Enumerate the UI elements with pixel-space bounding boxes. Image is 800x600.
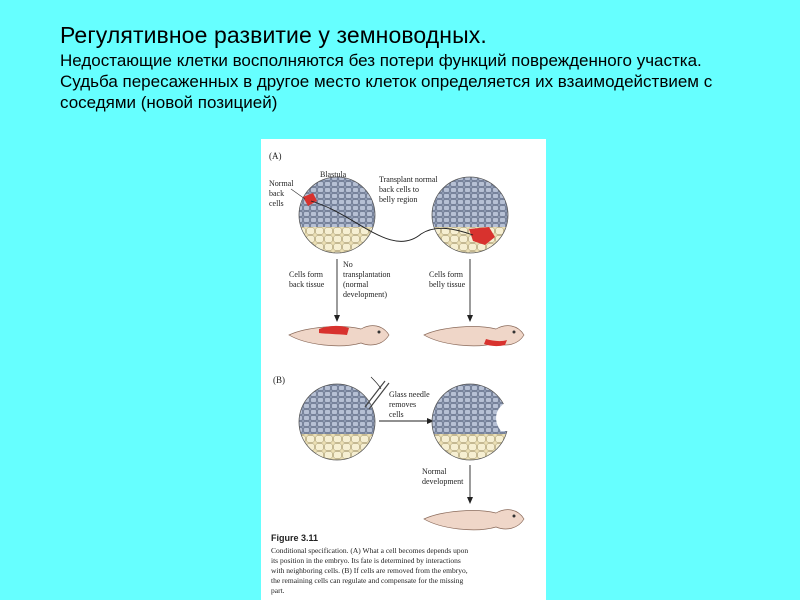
tadpole-normal [424, 510, 524, 530]
panel-a-label: (A) [269, 151, 282, 161]
svg-text:back tissue: back tissue [289, 280, 325, 289]
blastula-label: Blastula [320, 170, 347, 179]
svg-text:Glass needle: Glass needle [389, 390, 430, 399]
svg-text:transplantation: transplantation [343, 270, 391, 279]
svg-text:belly tissue: belly tissue [429, 280, 466, 289]
panel-b-label: (B) [273, 375, 285, 385]
figure-caption-title: Figure 3.11 [271, 533, 319, 543]
svg-text:part.: part. [271, 586, 285, 595]
svg-text:cells: cells [389, 410, 404, 419]
svg-text:No: No [343, 260, 353, 269]
svg-text:Conditional specification. (A): Conditional specification. (A) What a cell becomes depends upon [271, 546, 469, 555]
blastula-embryo [297, 175, 377, 255]
tadpole-belly-tissue [424, 326, 524, 346]
svg-text:Normal: Normal [422, 467, 447, 476]
back-cells-pointer [291, 189, 305, 199]
cells-removed-embryo [430, 382, 511, 462]
slide-body-text: Недостающие клетки восполняются без потери функций поврежденного участка. Судьба пересаженных в другое место клеток определяется их взаимодействием с соседями (новой позицией) [60, 51, 713, 112]
transplant-label [379, 175, 438, 204]
svg-text:back: back [269, 189, 285, 198]
cells-form-belly-label [429, 270, 466, 289]
svg-text:development: development [422, 477, 464, 486]
cells-form-back-label [289, 270, 325, 289]
svg-text:the remaining cells can regula: the remaining cells can regulate and compensate for the missing [271, 576, 464, 585]
svg-text:its position in the embryo. It: its position in the embryo. Its fate is determined by interactions [271, 556, 461, 565]
svg-text:Transplant normal: Transplant normal [379, 175, 438, 184]
svg-text:cells: cells [269, 199, 284, 208]
textbook-figure [261, 139, 546, 600]
transplant-embryo [430, 175, 510, 255]
needle-embryo [297, 382, 377, 462]
svg-text:belly region: belly region [379, 195, 418, 204]
tadpole-back-tissue [289, 326, 389, 346]
svg-text:Cells form: Cells form [429, 270, 463, 279]
svg-text:Cells form: Cells form [289, 270, 323, 279]
svg-text:removes: removes [389, 400, 417, 409]
svg-text:back cells to: back cells to [379, 185, 419, 194]
figure-svg [261, 139, 546, 600]
svg-text:with neighboring cells. (B) If: with neighboring cells. (B) If cells are removed from the embryo, [271, 566, 468, 575]
svg-text:development): development) [343, 290, 387, 299]
normal-back-cells-label [269, 179, 294, 208]
figure-caption [271, 546, 468, 595]
no-transplantation-label [343, 260, 391, 299]
svg-text:Normal: Normal [269, 179, 294, 188]
svg-text:(normal: (normal [343, 280, 369, 289]
slide-title: Регулятивное развитие у земноводных. [60, 22, 487, 48]
normal-development-label [422, 467, 464, 486]
glass-needle-label [389, 390, 430, 419]
